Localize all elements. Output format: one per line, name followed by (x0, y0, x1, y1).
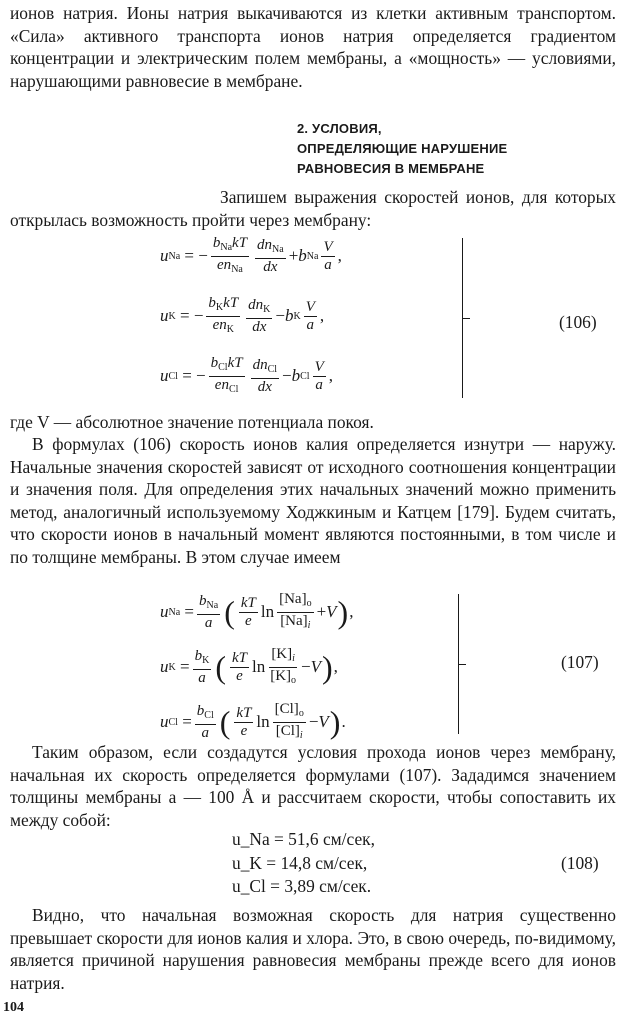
equation-107-na: u Na = $\frac{b_{Na}}{a}$ ( $\frac{kT}{e}$ ln $\frac{[Na]_o}{[Na]_i}$ + V ) , (160, 590, 354, 631)
where-clause: где V — абсолютное значение потенциала покоя. (10, 412, 374, 432)
equation-106-brace (462, 238, 477, 398)
equation-107 (160, 590, 460, 750)
equation-106-k: u K = − $\frac{b_KkT}{en_K}$ $\frac{dn_K}{dx}$ − b K $\frac{V}{a}$ , (160, 294, 325, 335)
equation-107-number: (107) (561, 652, 599, 672)
equation-106 (160, 234, 480, 404)
equation-106-number: (106) (559, 312, 597, 332)
paragraph-conclusion: Видно, что начальная возможная скорость для натрия существенно превышает скорости для ионов калия и хлора. Это, в свою очередь, по-видимому, является причиной нарушения равновесия мембраны прежде всего для ионов натрия. (10, 905, 616, 993)
equation-107-brace (458, 594, 473, 734)
page-number: 104 (3, 1000, 24, 1015)
result-k: u_K = 14,8 см/сек, (232, 853, 368, 873)
paragraph-thickness: Таким образом, если создадутся условия прохода ионов через мембрану, начальная их скорость определяется формулами (107). Зададимся значением толщины мембраны a — 100 Å и рассчитаем скорости, чтобы сопоставить их между собой: (10, 742, 616, 830)
heading-line-2: ОПРЕДЕЛЯЮЩИЕ НАРУШЕНИЕ (297, 141, 508, 156)
paragraph-initial-velocities: В формулах (106) скорость ионов калия определяется изнутри — наружу. Начальные значения скоростей зависят от исходного соотношения концентрации и значения поля. Для определения этих начальных значений можно применить метод, аналогичный используемому Ходжкиным и Катцем [179]. Будем считать, что скорости ионов в начальный момент являются постоянными, в том числе и по толщине мембраны. В этом случае имеем (10, 434, 616, 567)
equation-106-cl: u Cl = − $\frac{b_{Cl}kT}{en_{Cl}}$ $\frac{dn_{Cl}}{dx}$ − b Cl $\frac{V}{a}$ , (160, 354, 334, 395)
result-cl: u_Cl = 3,89 см/сек. (232, 876, 372, 896)
equation-108-number: (108) (561, 853, 599, 873)
heading-line-1: 2. УСЛОВИЯ, (297, 121, 382, 136)
heading-line-3: РАВНОВЕСИЯ В МЕМБРАНЕ (297, 161, 485, 176)
paragraph-velocities-intro: Запишем выражения скоростей ионов, для которых открылась возможность пройти через мембрану: (10, 187, 616, 230)
equation-106-na: u Na = − $\frac{b_{Na}kT}{en_{Na}}$ $\frac{dn_{Na}}{dx}$ + b Na $\frac{V}{a}$ , (160, 234, 342, 275)
section-heading (297, 119, 587, 179)
equation-107-k: u K = $\frac{b_K}{a}$ ( $\frac{kT}{e}$ ln $\frac{[K]_i}{[K]_o}$ − V ) , (160, 645, 338, 686)
paragraph-active-transport: ионов натрия. Ионы натрия выкачиваются из клетки активным транспортом. «Сила» активного транспорта ионов натрия определяется градиентом концентрации и электрическим полем мембраны, а «мощность» — условиями, нарушающими равновесие в мембране. (10, 3, 616, 91)
equation-107-cl: u Cl = $\frac{b_{Cl}}{a}$ ( $\frac{kT}{e}$ ln $\frac{[Cl]_o}{[Cl]_i}$ − V ) . (160, 700, 346, 741)
result-na: u_Na = 51,6 см/сек, (232, 829, 375, 849)
